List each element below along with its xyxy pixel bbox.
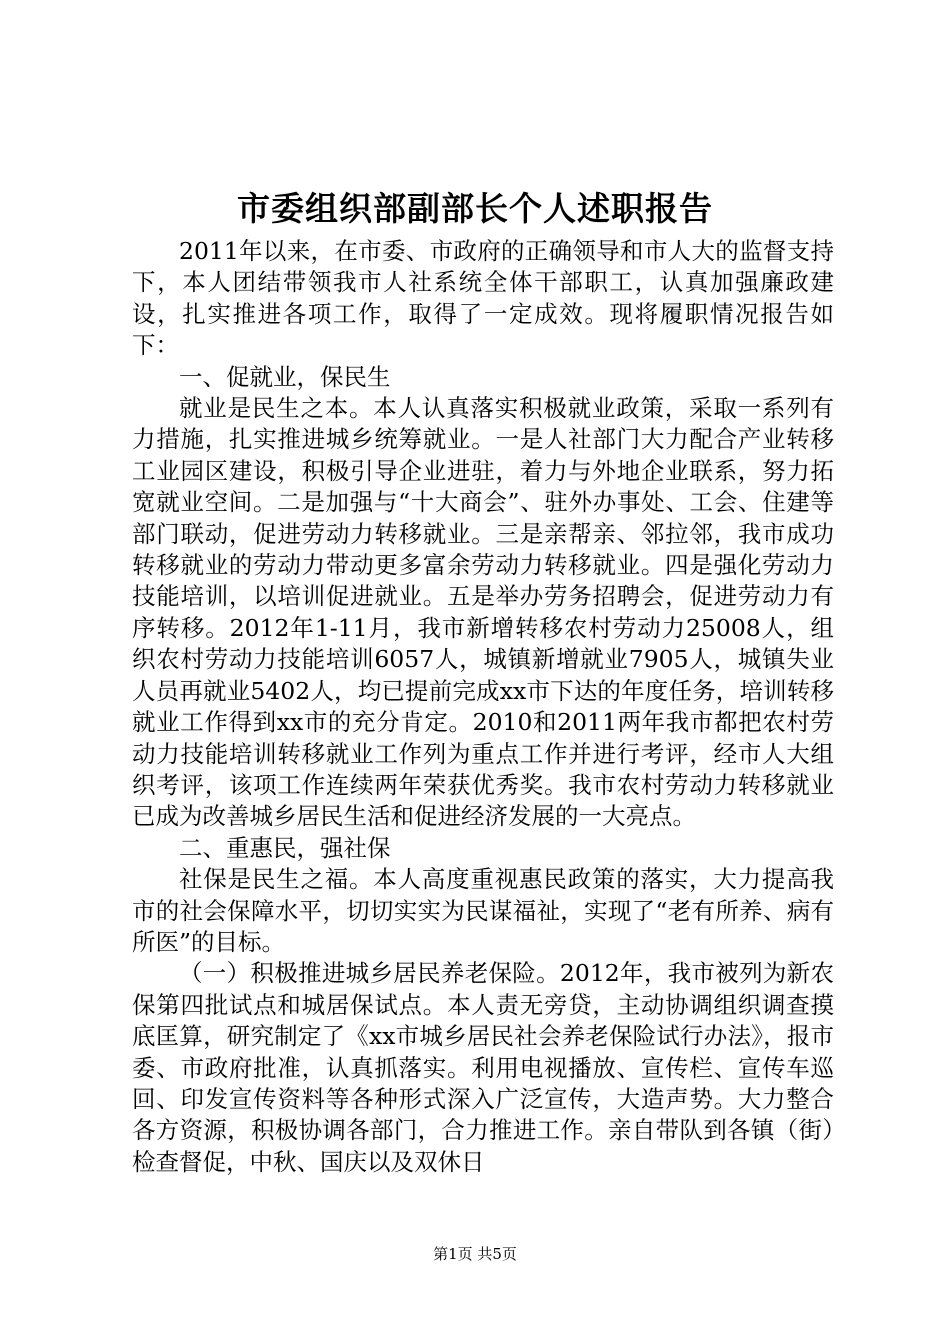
paragraph-employment: 就业是民生之本。本人认真落实积极就业政策，采取一系列有力措施，扎实推进城乡统筹就业。一是人社部门大力配合产业转移工业园区建设，积极引导企业进驻，着力与外地企业联系，努力拓宽就业空间。二是加强与“十大商会”、驻外办事处、工会、住建等部门联动，促进劳动力转移就业。三是亲帮亲、邻拉邻，我市成功转移就业的劳动力带动更多富余劳动力转移就业。四是强化劳动力技能培训，以培训促进就业。五是举办劳务招聘会，促进劳动力有序转移。2012年1-11月，我市新增转移农村劳动力25008人，组织农村劳动力技能培训6057人，城镇新增就业7905人，城镇失业人员再就业5402人，均已提前完成xx市下达的年度任务，培训转移就业工作得到xx市的充分肯定。2010和2011两年我市都把农村劳动力技能培训转移就业工作列为重点工作并进行考评，经市人大组织考评，该项工作连续两年荣获优秀奖。我市农村劳动力转移就业已成为改善城乡居民生活和促进经济发展的一大亮点。 xyxy=(132,394,834,831)
document-body xyxy=(132,236,834,1178)
page-number-footer: 第1页 共5页 xyxy=(433,1245,517,1263)
section-heading-social-security: 二、重惠民，强社保 xyxy=(179,833,391,862)
section-heading-employment: 一、促就业，保民生 xyxy=(179,362,391,391)
document-title: 市委组织部副部长个人述职报告 xyxy=(237,189,713,228)
paragraph-intro: 2011年以来，在市委、市政府的正确领导和市人大的监督支持下，本人团结带领我市人社系统全体干部职工，认真加强廉政建设，扎实推进各项工作，取得了一定成效。现将履职情况报告如下： xyxy=(132,237,834,360)
paragraph-social-security: 社保是民生之福。本人高度重视惠民政策的落实，大力提高我市的社会保障水平，切切实实为民谋福祉，实现了“老有所养、病有所医”的目标。 xyxy=(132,865,834,956)
paragraph-pension-insurance: （一）积极推进城乡居民养老保险。2012年，我市被列为新农保第四批试点和城居保试点。本人责无旁贷，主动协调组织调查摸底匡算，研究制定了《xx市城乡居民社会养老保险试行办法》，报市委、市政府批准，认真抓落实。利用电视播放、宣传栏、宣传车巡回、印发宣传资料等各种形式深入广泛宣传，大造声势。大力整合各方资源，积极协调各部门，合力推进工作。亲自带队到各镇（街）检查督促，中秋、国庆以及双休日 xyxy=(132,959,834,1176)
